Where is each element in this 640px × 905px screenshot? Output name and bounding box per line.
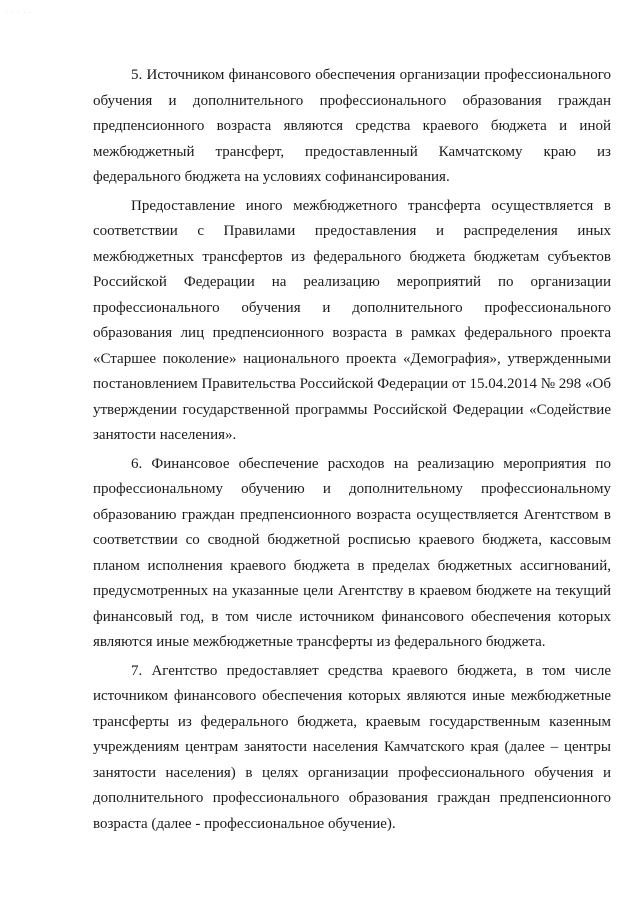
paragraph-5-funding-sources: 5. Источником финансового обеспечения организации профессионального обучения и дополнительного профессионального образования граждан предпенсионного возраста являются средства краевого бюджета и иной межбюджетный трансферт, предоставленный Камчатскому краю из федерального бюджета на условиях софинансирования. (93, 67, 611, 185)
paragraph-7-agency-funds: 7. Агентство предоставляет средства краевого бюджета, в том числе источником финансового обеспечения которых являются иные межбюджетные трансферты из федерального бюджета, краевым государственным казенным учреждениям центрам занятости населения Камчатского края (далее – центры занятости населения) в целях организации профессионального обучения и дополнительного профессионального образования граждан предпенсионного возраста (далее - профессиональное обучение). (93, 662, 611, 832)
paragraph-transfer-rules: Предоставление иного межбюджетного трансферта осуществляется в соответствии с Правилами предоставления и распределения иных межбюджетных трансфертов из федерального бюджета бюджетам субъектов Российской Федерации на реализацию мероприятий по организации профессионального обучения и дополнительного профессионального образования лиц предпенсионного возраста в рамках федерального проекта «Старшее поколение» национального проекта «Демография», утвержденными постановлением Правительства Российской Федерации от 15.04.2014 № 298 «Об утверждении государственной программы Российской Федерации «Содействие занятости населения». (93, 197, 612, 443)
document-body (93, 63, 611, 837)
paragraph-6-financial-support: 6. Финансовое обеспечение расходов на реализацию мероприятия по профессиональному обучению и дополнительному профессиональному образованию граждан предпенсионного возраста осуществляется Агентством в соответствии со сводной бюджетной росписью краевого бюджета, кассовым планом исполнения краевого бюджета в пределах бюджетных ассигнований, предусмотренных на указанные цели Агентству в краевом бюджете на текущий финансовый год, в том числе источником финансового обеспечения которых являются иные межбюджетные трансферты из федерального бюджета. (93, 455, 611, 650)
scan-corner-mark: · · · · · (6, 10, 33, 17)
